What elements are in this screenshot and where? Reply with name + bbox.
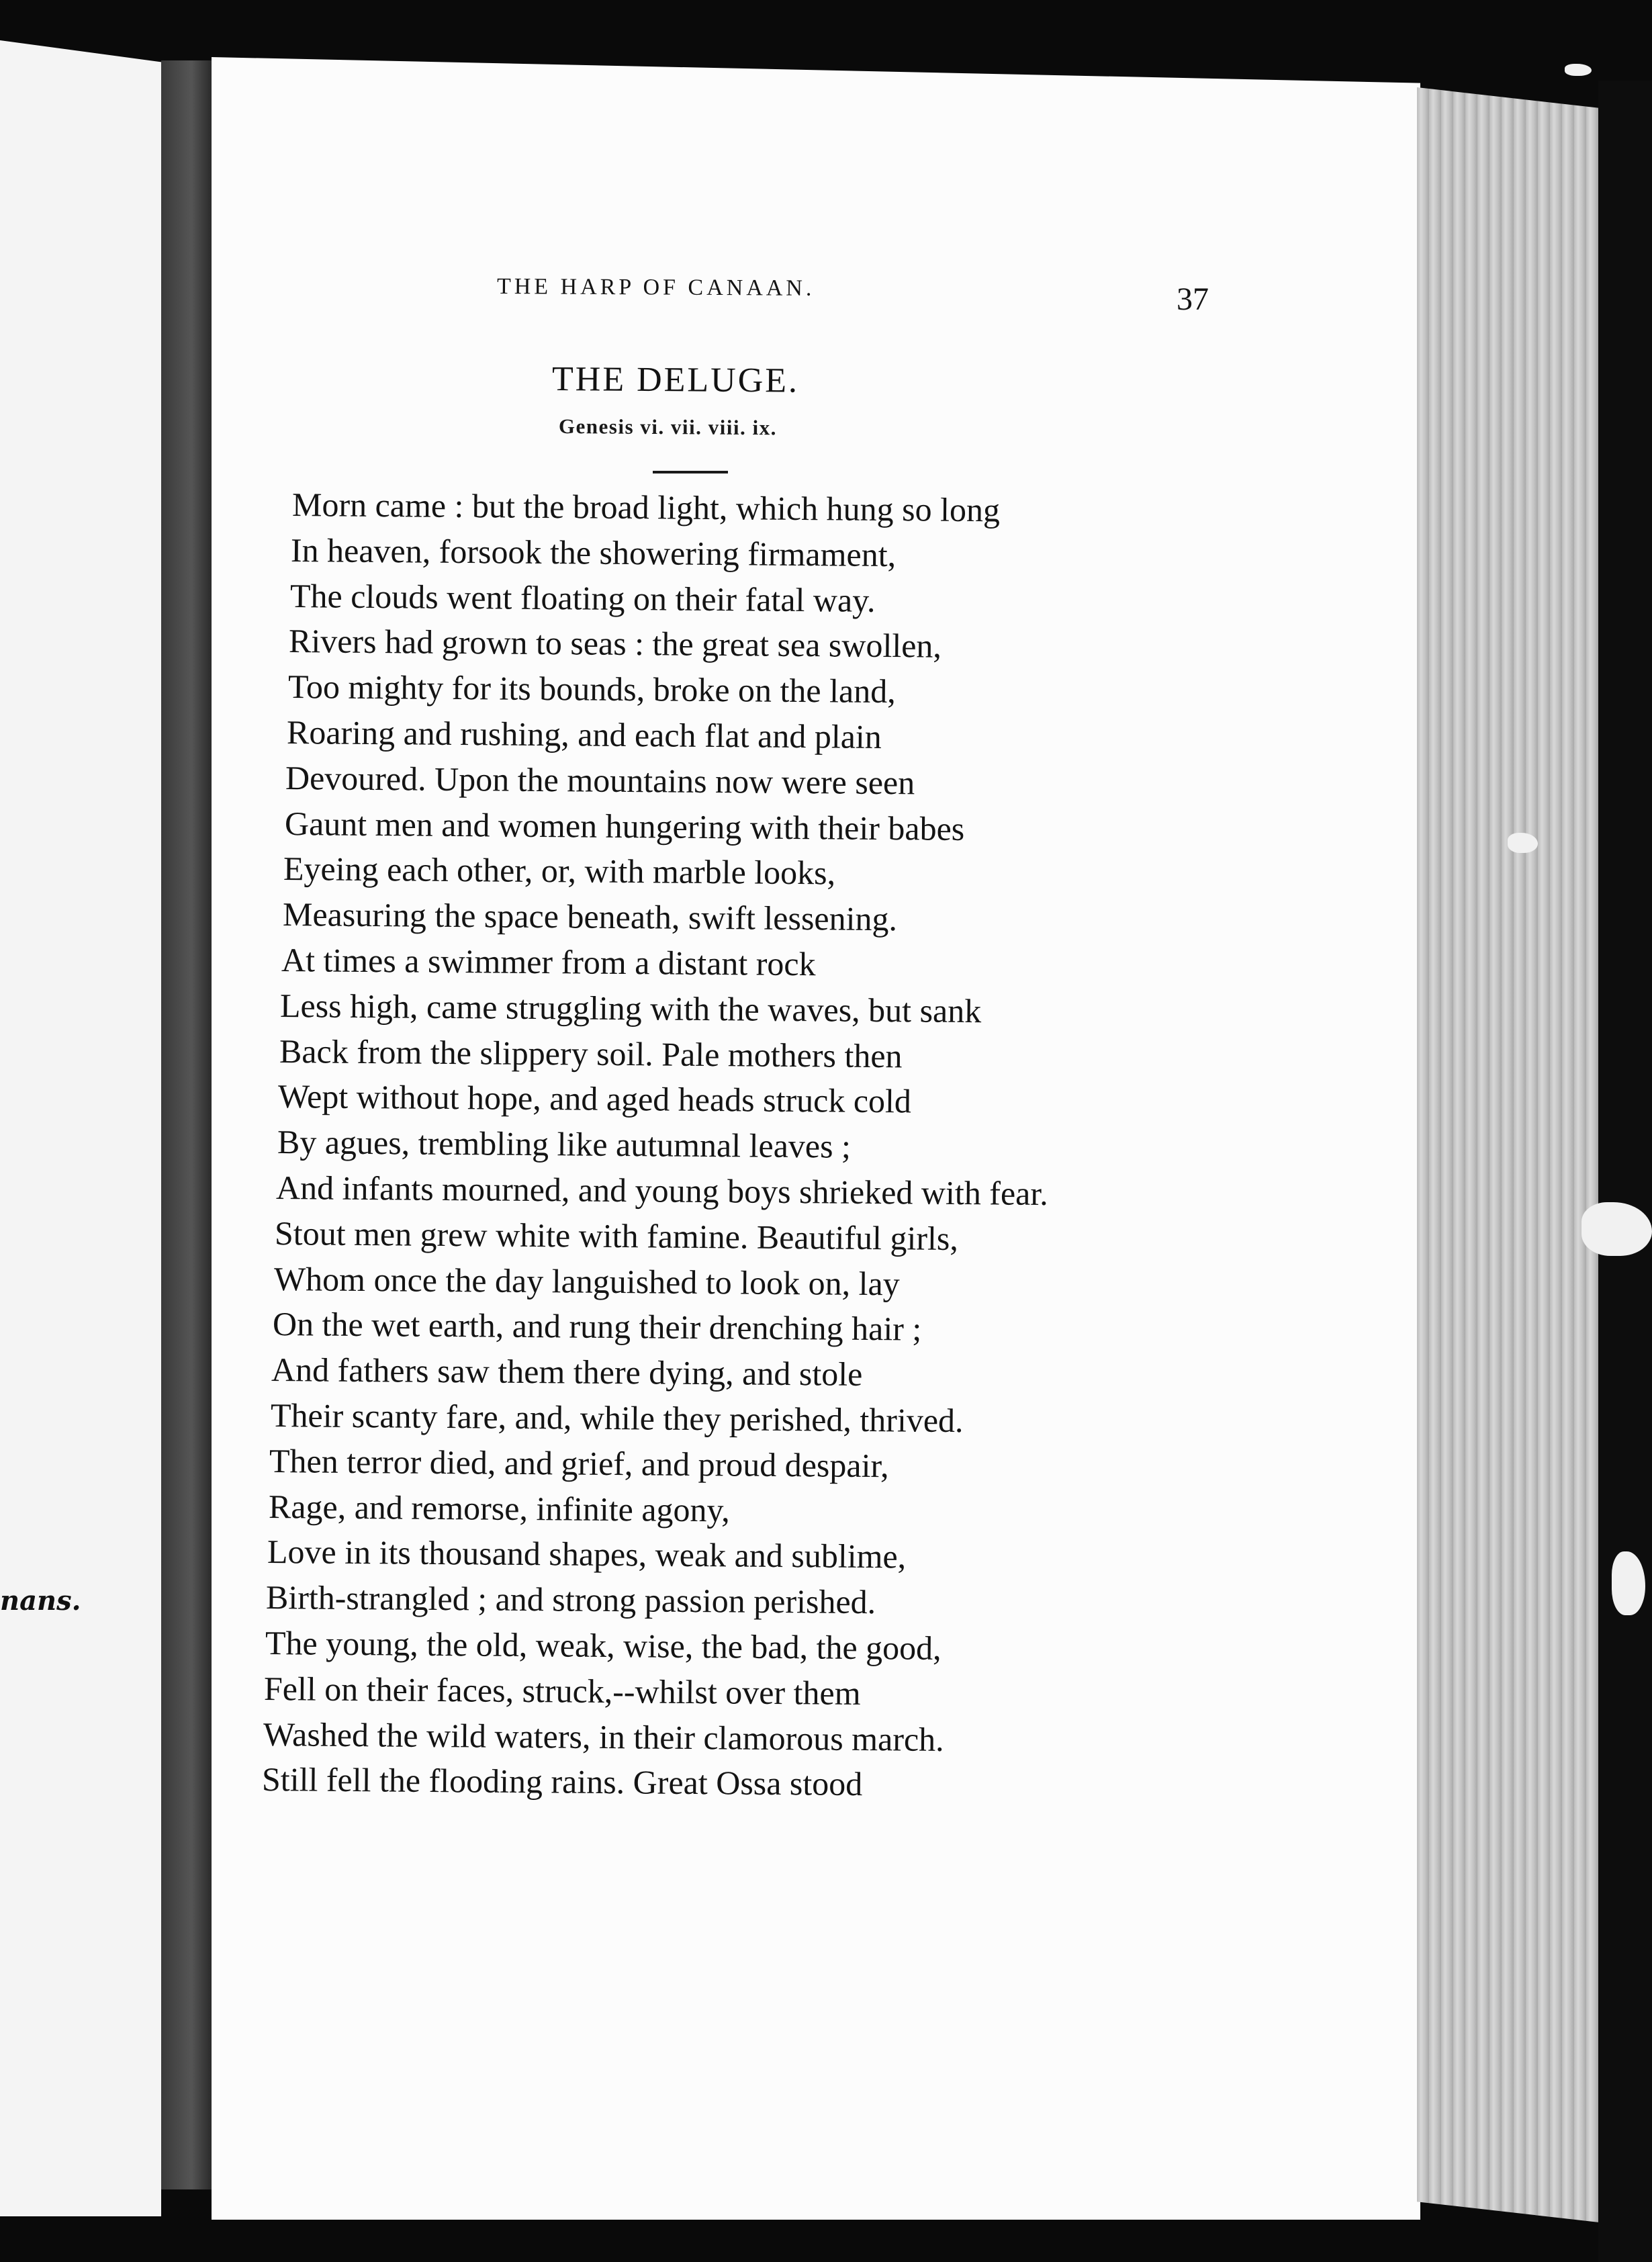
poem-line: The young, the old, weak, wise, the bad, the good, (265, 1624, 942, 1667)
poem-title: THE DELUGE. (551, 360, 800, 400)
scripture-reference: Genesis vi. vii. viii. ix. (558, 414, 778, 440)
poem-line: Rivers had grown to seas : the great sea swollen, (288, 622, 942, 666)
poem-line: Too mighty for its bounds, broke on the land, (287, 668, 896, 711)
poem-line: Love in its thousand shapes, weak and sublime, (267, 1533, 907, 1576)
poem-line: Measuring the space beneath, swift lessening. (282, 895, 897, 938)
poem-line: Still fell the flooding rains. Great Ossa stood (261, 1760, 863, 1803)
poem-line: Washed the wild waters, in their clamorous march. (263, 1715, 944, 1758)
poem-line: Their scanty fare, and, while they perished, thrived. (270, 1396, 964, 1440)
poem-line: Whom once the day languished to look on, lay (273, 1259, 900, 1302)
previous-page-text-fragment: nans. (0, 1585, 81, 1617)
poem-line: Stout men grew white with famine. Beautiful girls, (275, 1214, 959, 1257)
poem-line: On the wet earth, and rung their drenching hair ; (272, 1305, 922, 1348)
poem-line: And infants mourned, and young boys shrieked with fear. (275, 1169, 1048, 1213)
poem-line: The clouds went floating on their fatal way. (289, 576, 876, 619)
running-head: THE HARP OF CANAAN. (496, 274, 815, 301)
poem-line: At times a swimmer from a distant rock (281, 941, 816, 983)
poem-line: Then terror died, and grief, and proud despair, (269, 1441, 890, 1485)
poem-line: Birth-strangled ; and strong passion perished. (266, 1578, 876, 1621)
poem-line: Eyeing each other, or, with marble looks, (283, 850, 836, 892)
poem-line: Morn came : but the broad light, which hung so long (291, 486, 1001, 529)
poem-line: By agues, trembling like autumnal leaves ; (277, 1123, 851, 1165)
poem-line: In heaven, forsook the showering firmament, (291, 531, 897, 574)
poem-line: And fathers saw them there dying, and stole (271, 1351, 863, 1394)
poem-line: Fell on their faces, struck,--whilst over them (263, 1669, 862, 1712)
poem-line: Devoured. Upon the mountains now were seen (285, 758, 915, 802)
poem-line: Gaunt men and women hungering with their babes (284, 804, 965, 848)
poem-line: Wept without hope, and aged heads struck cold (277, 1077, 912, 1120)
poem-line: Roaring and rushing, and each flat and plain (286, 713, 882, 756)
page-number: 37 (1177, 281, 1209, 317)
poem-line: Less high, came struggling with the waves, but sank (280, 986, 982, 1030)
poem-line: Rage, and remorse, infinite agony, (268, 1487, 730, 1529)
poem-line: Back from the slippery soil. Pale mothers then (279, 1032, 903, 1075)
